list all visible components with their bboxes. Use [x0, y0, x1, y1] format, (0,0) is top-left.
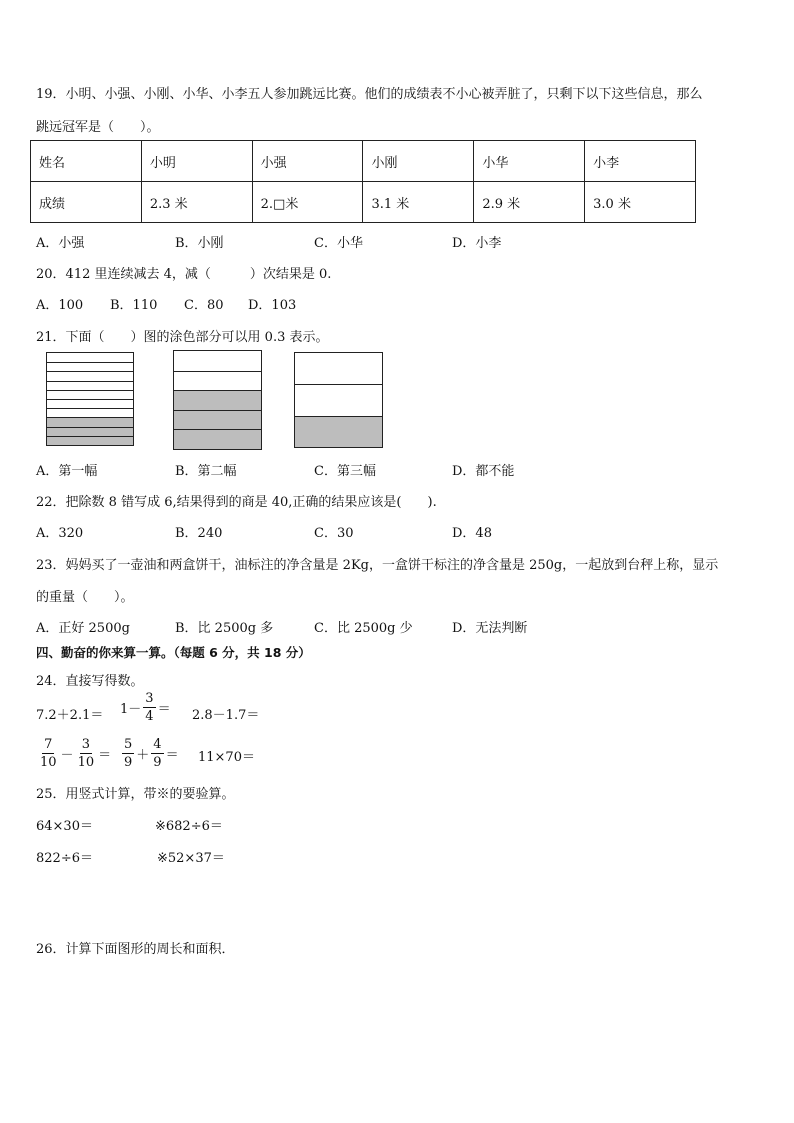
figure-strip	[47, 390, 133, 399]
figure-ten-strips	[46, 352, 134, 446]
fraction	[38, 738, 59, 769]
q22-stem: 22．把除数 8 错写成 6,结果得到的商是 40,正确的结果应该是( ).	[36, 495, 437, 510]
q20-option-c[interactable]: C．80	[184, 298, 224, 313]
q24-expr-4	[36, 738, 111, 769]
denominator: 9	[153, 755, 162, 770]
figure-strip	[295, 353, 382, 384]
q21-stem: 21．下面（ ）图的涂色部分可以用 0.3 表示。	[36, 330, 329, 345]
figure-strip	[174, 390, 261, 410]
table-cell: 2.9 米	[474, 182, 585, 223]
denominator: 9	[124, 755, 133, 770]
q24-expr-6: 11×70＝	[198, 750, 255, 765]
figure-strip	[295, 416, 382, 447]
score-table	[30, 140, 696, 223]
q23-option-a[interactable]: A．正好 2500g	[36, 621, 130, 636]
q23-stem-line1: 23．妈妈买了一壶油和两盒饼干，油标注的净含量是 2Kg，一盒饼干标注的净含量是 250g，一起放到台秤上称，显示	[36, 558, 719, 573]
table-cell: 小强	[252, 141, 363, 182]
q26-stem: 26．计算下面图形的周长和面积．	[36, 942, 235, 957]
figure-strip	[47, 427, 133, 436]
fraction	[76, 738, 97, 769]
q19-stem-line2: 跳远冠军是（ ）。	[36, 120, 160, 135]
q25-expr-1: 64×30＝	[36, 819, 93, 834]
q23-stem-line2: 的重量（ ）。	[36, 590, 134, 605]
section-title: 四、勤奋的你来算一算。（每题 6 分，共 18 分）	[36, 645, 311, 660]
table-cell: 2.□米	[252, 182, 363, 223]
q20-option-b[interactable]: B．110	[110, 298, 158, 313]
expr-text: ＝	[157, 702, 171, 717]
expr-text: ＝	[98, 748, 112, 763]
table-cell: 2.3 米	[141, 182, 252, 223]
figure-strip	[47, 417, 133, 426]
q22-option-b[interactable]: B．240	[175, 526, 223, 541]
table-cell: 3.1 米	[363, 182, 474, 223]
q23-option-b[interactable]: B．比 2500g 多	[175, 621, 274, 636]
numerator: 4	[153, 737, 162, 752]
q24-expr-5	[120, 738, 179, 769]
q25-expr-4: ※52×37＝	[157, 851, 225, 866]
figure-strip	[47, 399, 133, 408]
expr-text: ＋	[136, 748, 150, 763]
table-cell: 3.0 米	[585, 182, 696, 223]
table-cell: 小刚	[363, 141, 474, 182]
table-cell: 小明	[141, 141, 252, 182]
figure-strip	[47, 371, 133, 380]
q19-stem-line1: 19．小明、小强、小刚、小华、小李五人参加跳远比赛。他们的成绩表不小心被弄脏了，只剩下以下这些信息，那么	[36, 87, 703, 102]
figure-strip	[47, 362, 133, 371]
figure-strip	[47, 436, 133, 445]
fraction	[151, 738, 163, 769]
q23-option-d[interactable]: D．无法判断	[452, 621, 528, 636]
q22-option-a[interactable]: A．320	[36, 526, 84, 541]
fraction	[122, 738, 134, 769]
figure-strip	[47, 381, 133, 390]
q24-expr-1: 7.2＋2.1＝	[36, 708, 104, 723]
expr-text: 1－	[120, 702, 142, 717]
q20-option-d[interactable]: D．103	[248, 298, 297, 313]
numerator: 3	[145, 691, 154, 706]
table-cell: 姓名	[31, 141, 142, 182]
table-row	[31, 182, 696, 223]
q21-option-a[interactable]: A．第一幅	[36, 464, 98, 479]
numerator: 3	[81, 737, 90, 752]
denominator: 10	[77, 755, 95, 770]
figure-five-strips	[173, 350, 262, 450]
q25-stem: 25．用竖式计算，带※的要验算。	[36, 787, 235, 802]
q24-expr-3: 2.8－1.7＝	[192, 708, 260, 723]
q20-stem: 20．412 里连续减去 4，减（ ）次结果是 0.	[36, 267, 332, 282]
numerator: 7	[44, 737, 53, 752]
table-cell: 小华	[474, 141, 585, 182]
denominator: 10	[40, 755, 57, 770]
table-cell: 小李	[585, 141, 696, 182]
q24-expr-2	[120, 692, 171, 723]
figure-strip	[47, 408, 133, 417]
q21-option-d[interactable]: D．都不能	[452, 464, 515, 479]
table-row	[31, 141, 696, 182]
q24-stem: 24．直接写得数。	[36, 674, 144, 689]
q22-option-c[interactable]: C．30	[314, 526, 354, 541]
q25-expr-2: ※682÷6＝	[155, 819, 223, 834]
q19-option-b[interactable]: B．小刚	[175, 236, 224, 251]
figure-strip	[174, 351, 261, 371]
figure-strip	[295, 384, 382, 415]
figure-strip	[174, 371, 261, 391]
figure-strip	[47, 353, 133, 362]
figure-strip	[174, 410, 261, 430]
figure-strip	[174, 429, 261, 449]
q23-option-c[interactable]: C．比 2500g 少	[314, 621, 413, 636]
expr-text: －	[60, 748, 74, 763]
expr-text: ＝	[165, 748, 179, 763]
numerator: 5	[124, 737, 133, 752]
table-cell: 成绩	[31, 182, 142, 223]
q20-option-a[interactable]: A．100	[36, 298, 84, 313]
q22-option-d[interactable]: D．48	[452, 526, 492, 541]
q21-option-c[interactable]: C．第三幅	[314, 464, 376, 479]
q21-option-b[interactable]: B．第二幅	[175, 464, 237, 479]
q19-option-a[interactable]: A．小强	[36, 236, 85, 251]
denominator: 4	[145, 709, 154, 724]
q25-expr-3: 822÷6＝	[36, 851, 93, 866]
figure-three-strips	[294, 352, 383, 448]
q19-option-c[interactable]: C．小华	[314, 236, 363, 251]
fraction	[143, 692, 155, 723]
q19-option-d[interactable]: D．小李	[452, 236, 502, 251]
